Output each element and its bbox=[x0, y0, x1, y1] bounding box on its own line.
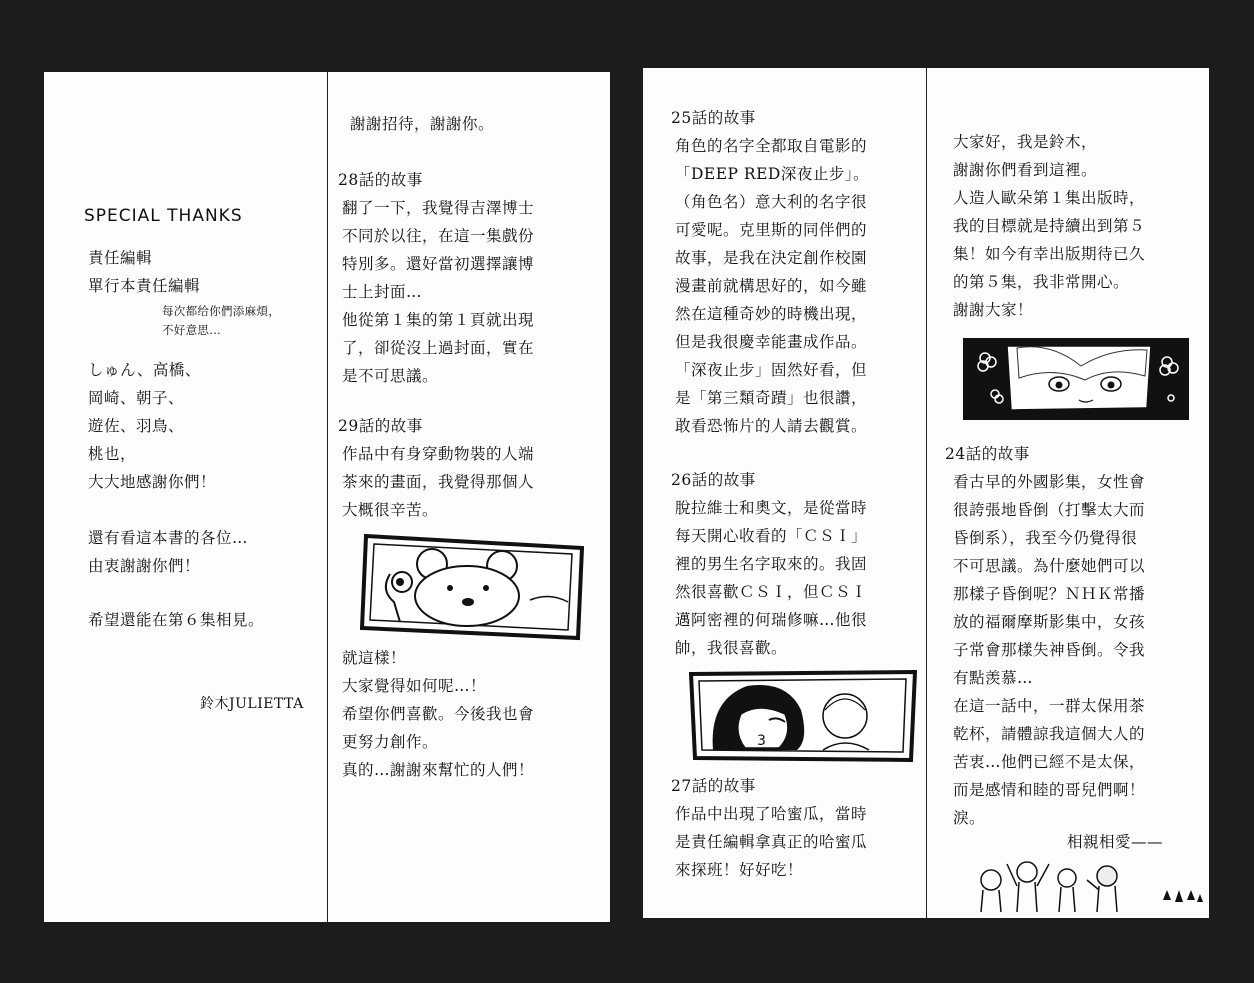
closing-line: 相親相愛—— bbox=[1067, 833, 1164, 851]
text-line: 更努力創作。 bbox=[342, 733, 439, 751]
right-page bbox=[643, 68, 1209, 918]
hope-line: 希望還能在第６集相見。 bbox=[88, 611, 265, 629]
text-line: 淚。 bbox=[953, 809, 986, 827]
readers-line-2: 由衷謝謝你們！ bbox=[88, 557, 201, 575]
special-thanks-column bbox=[44, 72, 327, 922]
text-line: 我的目標就是持續出到第５ bbox=[953, 217, 1146, 235]
text-line: 人造人歐朵第１集出版時， bbox=[953, 189, 1146, 207]
heading-ep25: 25話的故事 bbox=[671, 109, 756, 127]
heading-ep27: 27話的故事 bbox=[671, 777, 756, 795]
role-book-editor: 單行本責任編輯 bbox=[88, 277, 201, 295]
text-line: 但是我很慶幸能畫成作品。 bbox=[675, 333, 868, 351]
readers-line-1: 還有看這本書的各位… bbox=[88, 529, 249, 547]
group-doodle-illustration bbox=[967, 856, 1207, 916]
text-line: 集！如今有幸出版期待已久 bbox=[953, 245, 1146, 263]
text-line: 翻了一下，我覺得吉澤博士 bbox=[342, 199, 535, 217]
text-line: 特別多。還好當初選擇讓博 bbox=[342, 255, 535, 273]
text-line: 的第５集，我非常開心。 bbox=[953, 273, 1130, 291]
text-line: 士上封面… bbox=[342, 283, 423, 301]
text-line: 「DEEP RED深夜止步」。 bbox=[675, 165, 870, 183]
text-line: 希望你們喜歡。今後我也會 bbox=[342, 705, 535, 723]
text-line: 漫畫前就構思好的，如今雖 bbox=[675, 277, 868, 295]
text-line: 乾杯，請體諒我這個大人的 bbox=[953, 725, 1146, 743]
bear-costume-illustration bbox=[360, 530, 590, 642]
text-line: 是責任編輯拿真正的哈蜜瓜 bbox=[675, 833, 868, 851]
thanks-line: 大大地感謝你們！ bbox=[88, 473, 217, 491]
text-line: 很誇張地昏倒（打擊太大而 bbox=[953, 501, 1146, 519]
text-line: 他從第１集的第１頁就出現 bbox=[342, 311, 535, 329]
text-line: 來探班！好好吃！ bbox=[675, 861, 804, 879]
text-line: 在這一話中，一群太保用茶 bbox=[953, 697, 1146, 715]
text-line: （角色名）意大利的名字很 bbox=[675, 193, 868, 211]
characters-illustration bbox=[689, 670, 917, 762]
text-line: 角色的名字全都取自電影的 bbox=[675, 137, 868, 155]
text-line: 每天開心收看的「ＣＳＩ」 bbox=[675, 527, 868, 545]
names-line-3: 遊佐、羽鳥、 bbox=[88, 417, 185, 435]
text-line: 「深夜止步」固然好看，但 bbox=[675, 361, 868, 379]
girl-portrait-illustration bbox=[961, 336, 1191, 422]
text-line: 真的…謝謝來幫忙的人們！ bbox=[342, 761, 535, 779]
text-line: 然很喜歡ＣＳＩ，但ＣＳＩ bbox=[675, 583, 868, 601]
text-line: 大家覺得如何呢…！ bbox=[342, 677, 487, 695]
text-line: 大家好，我是鈴木， bbox=[953, 133, 1098, 151]
text-line: 大概很辛苦。 bbox=[342, 501, 439, 519]
heading-ep29: 29話的故事 bbox=[338, 417, 423, 435]
text-line: 子常會那樣失神昏倒。令我 bbox=[953, 641, 1146, 659]
left-page bbox=[44, 72, 610, 922]
text-line: 然在這種奇妙的時機出現， bbox=[675, 305, 868, 323]
names-line-2: 岡崎、朝子、 bbox=[88, 389, 185, 407]
text-line: 作品中有身穿動物裝的人端 bbox=[342, 445, 535, 463]
text-line: 了，卻從沒上過封面，實在 bbox=[342, 339, 535, 357]
text-line: 作品中出現了哈蜜瓜，當時 bbox=[675, 805, 868, 823]
heading-ep28: 28話的故事 bbox=[338, 171, 423, 189]
episode-notes-column bbox=[643, 68, 926, 918]
episode-notes-column bbox=[328, 72, 610, 922]
text-line: 不同於以往，在這一集戲份 bbox=[342, 227, 535, 245]
names-line-4: 桃也， bbox=[88, 445, 137, 463]
svg-text:3: 3 bbox=[757, 733, 766, 749]
text-line: 是不可思議。 bbox=[342, 367, 439, 385]
editor-note-2: 不好意思… bbox=[162, 323, 221, 337]
text-line: 苦衷…他們已經不是太保， bbox=[953, 753, 1146, 771]
text-line: 脫拉維士和奧文，是從當時 bbox=[675, 499, 868, 517]
text-line: 敢看恐怖片的人請去觀賞。 bbox=[675, 417, 868, 435]
text-line: 是「第三類奇蹟」也很讚， bbox=[675, 389, 868, 407]
text-line: 謝謝招待，謝謝你。 bbox=[350, 115, 495, 133]
text-line: 帥，我很喜歡。 bbox=[675, 639, 788, 657]
text-line: 那樣子昏倒呢？ＮＨＫ常播 bbox=[953, 585, 1146, 603]
text-line: 謝謝你們看到這裡。 bbox=[953, 161, 1098, 179]
text-line: 放的福爾摩斯影集中，女孩 bbox=[953, 613, 1146, 631]
text-line: 裡的男生名字取來的。我固 bbox=[675, 555, 868, 573]
text-line: 就這樣！ bbox=[342, 649, 407, 667]
text-line: 看古早的外國影集，女性會 bbox=[953, 473, 1146, 491]
role-editor: 責任編輯 bbox=[88, 249, 153, 267]
names-line-1: しゅん、高橋、 bbox=[88, 361, 201, 379]
text-line: 邁阿密裡的何瑞修嘛…他很 bbox=[675, 611, 868, 629]
text-line: 而是感情和睦的哥兒們啊！ bbox=[953, 781, 1146, 799]
text-line: 茶來的畫面，我覺得那個人 bbox=[342, 473, 535, 491]
heading-ep26: 26話的故事 bbox=[671, 471, 756, 489]
greeting-column bbox=[927, 68, 1209, 918]
editor-note-1: 每次都给你們添麻煩， bbox=[162, 304, 280, 318]
text-line: 故事，是我在決定創作校園 bbox=[675, 249, 868, 267]
text-line: 可愛呢。克里斯的同伴們的 bbox=[675, 221, 868, 239]
special-thanks-title: SPECIAL THANKS bbox=[84, 206, 243, 226]
text-line: 謝謝大家！ bbox=[953, 301, 1034, 319]
text-line: 有點羡慕… bbox=[953, 669, 1034, 687]
text-line: 不可思議。為什麼她們可以 bbox=[953, 557, 1146, 575]
text-line: 昏倒系），我至今仍覺得很 bbox=[953, 529, 1138, 547]
heading-ep24: 24話的故事 bbox=[945, 445, 1030, 463]
author-signature: 鈴木JULIETTA bbox=[200, 696, 304, 712]
